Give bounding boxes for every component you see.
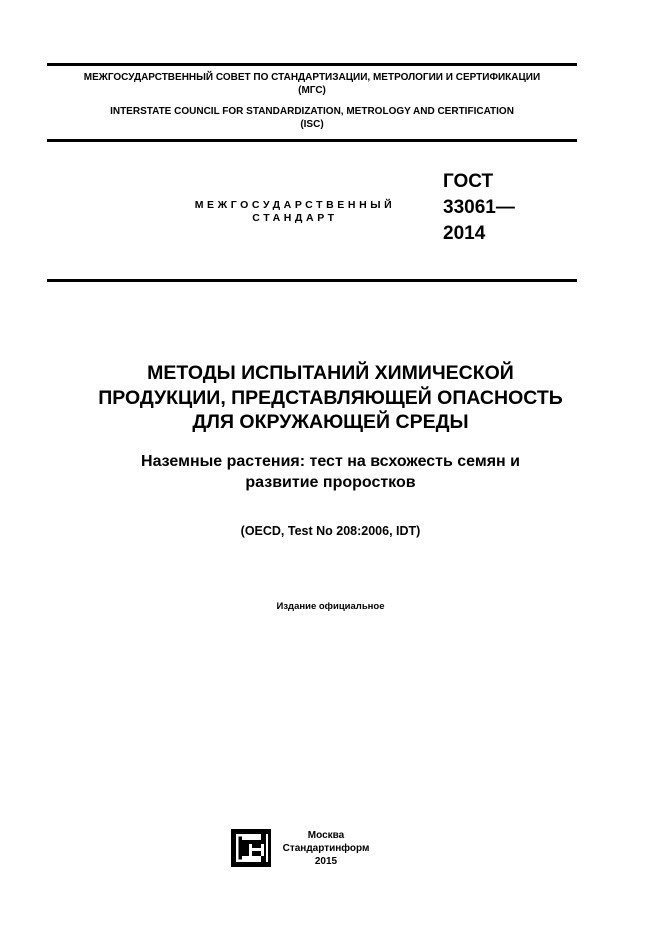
subtitle-line1: Наземные растения: тест на всхожесть семян и [141, 453, 520, 470]
standard-type-line2: СТАНДАРТ [252, 212, 338, 224]
publisher-info [276, 829, 376, 868]
standard-type [150, 199, 440, 225]
document-title [20, 361, 641, 435]
council-ru [47, 71, 577, 97]
subtitle-line2: развитие проростков [245, 474, 416, 491]
publisher-name: Стандартинформ [282, 843, 370, 854]
council-ru-name: МЕЖГОСУДАРСТВЕННЫЙ СОВЕТ ПО СТАНДАРТИЗАЦИИ, МЕТРОЛОГИИ И СЕРТИФИКАЦИИ [83, 72, 541, 83]
title-line2: ПРОДУКЦИИ, ПРЕДСТАВЛЯЮЩЕЙ ОПАСНОСТЬ [98, 386, 563, 409]
council-en-abbr: (ISC) [300, 119, 324, 130]
council-en-name: INTERSTATE COUNCIL FOR STANDARDIZATION, METROLOGY AND CERTIFICATION [110, 106, 514, 117]
document-subtitle [20, 451, 641, 493]
edition-label: Издание официальное [276, 601, 385, 612]
standard-bottom-rule [47, 279, 577, 282]
standartinform-logo-icon [231, 829, 271, 867]
publisher-city: Москва [307, 830, 345, 841]
council-en [47, 105, 577, 131]
top-rule [47, 63, 577, 66]
gost-year: 2014 [443, 223, 486, 244]
gost-number: 33061— [443, 197, 515, 218]
standard-type-line1: МЕЖГОСУДАРСТВЕННЫЙ [194, 199, 396, 211]
title-line1: МЕТОДЫ ИСПЫТАНИЙ ХИМИЧЕСКОЙ [147, 362, 514, 384]
publisher-year: 2015 [314, 856, 338, 867]
gost-designation [443, 169, 515, 247]
council-ru-abbr: (МГС) [298, 85, 326, 96]
title-line3: ДЛЯ ОКРУЖАЮЩЕЙ СРЕДЫ [192, 411, 469, 433]
oecd-reference: (OECD, Test No 208:2006, IDT) [240, 524, 421, 538]
header-bottom-rule [47, 139, 577, 142]
gost-label: ГОСТ [443, 171, 494, 192]
